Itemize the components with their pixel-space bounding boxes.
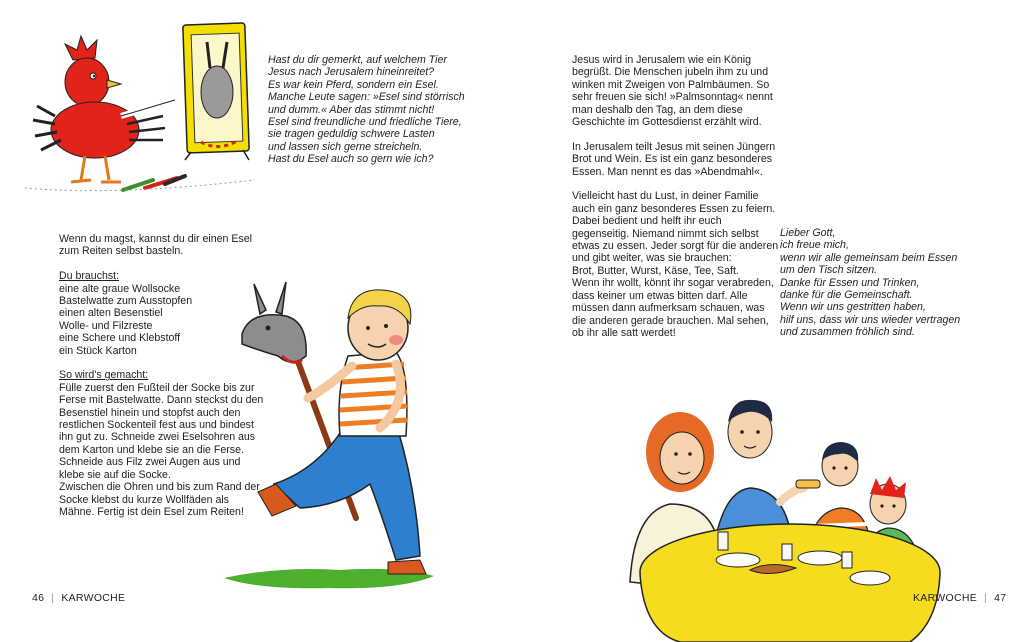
howto-heading: So wird's gemacht: bbox=[59, 369, 149, 382]
prayer-line: Wenn wir uns gestritten haben, bbox=[780, 301, 926, 314]
howto-line: Zwischen die Ohren und bis zum Rand der bbox=[59, 481, 260, 494]
material-item: eine Schere und Klebstoff bbox=[59, 332, 181, 345]
poem-line: sie tragen geduldig schwere Lasten bbox=[268, 128, 435, 141]
text-line: dass keiner um etwas bitten darf. Alle bbox=[572, 289, 748, 302]
prayer-line: hilf uns, dass wir uns wieder vertragen bbox=[780, 313, 961, 326]
text-line: Geschichte im Gottesdienst erzählt wird. bbox=[572, 116, 762, 129]
family-meal-illustration bbox=[620, 392, 950, 642]
material-item: einen alten Besenstiel bbox=[59, 307, 163, 320]
text-line: und gibt weiter, was sie brauchen: bbox=[572, 252, 732, 265]
text-line: die anderen gerade brauchen. Mal sehen, bbox=[572, 314, 769, 327]
prayer-line: und zusammen fröhlich sind. bbox=[780, 326, 915, 339]
section-title: KARWOCHE bbox=[61, 592, 126, 604]
howto-line: restlichen Sockenteil fest aus und bindest bbox=[59, 419, 254, 432]
text-line: winken mit Zweigen von Palmbäumen. So bbox=[572, 78, 770, 91]
prayer-line: um den Tisch sitzen. bbox=[780, 264, 878, 277]
howto-line: ihn gut zu. Schneide zwei Eselsohren aus bbox=[59, 431, 256, 444]
text-line: ob ihr alle satt werdet! bbox=[572, 326, 676, 339]
text-line: gegenseitig. Niemand nimmt sich selbst bbox=[572, 227, 759, 240]
left-page-footer: 46 | KARWOCHE bbox=[32, 592, 126, 604]
material-item: eine alte graue Wollsocke bbox=[59, 282, 181, 295]
poem-line: Manche Leute sagen: »Esel sind störrisch bbox=[268, 91, 465, 104]
palm-sunday-text bbox=[572, 54, 778, 339]
prayer-line: wenn wir alle gemeinsam beim Essen bbox=[780, 251, 958, 264]
text-line: müssen dann aufmerksam schauen, was bbox=[572, 302, 765, 315]
howto-line: Schneide aus Filz zwei Augen aus und bbox=[59, 456, 241, 469]
howto-line: dem Karton und klebe sie an die Ferse. bbox=[59, 443, 244, 456]
right-page-footer: KARWOCHE | 47 bbox=[913, 592, 1007, 604]
boy-hobby-donkey-illustration bbox=[220, 270, 450, 595]
text-line: Jesus wird in Jerusalem wie ein König bbox=[572, 54, 751, 66]
text-line: begrüßt. Die Menschen jubeln ihm zu und bbox=[572, 66, 769, 79]
text-line: Brot und Wein. Es ist ein ganz besonderes bbox=[572, 153, 773, 166]
text-line: Vielleicht hast du Lust, in deiner Familie bbox=[572, 190, 759, 203]
rooster-easel-illustration bbox=[25, 20, 265, 200]
howto-line: Ferse mit Bastelwatte. Dann steckst du den bbox=[59, 394, 264, 407]
text-line: In Jerusalem teilt Jesus mit seinen Jüngern bbox=[572, 140, 776, 153]
poem-line: Es war kein Pferd, sondern ein Esel. bbox=[268, 78, 439, 91]
prayer-line: Danke für Essen und Trinken, bbox=[780, 276, 920, 289]
poem-line: und lassen sich gerne streicheln. bbox=[268, 140, 423, 153]
howto-line: Socke klebst du kurze Wollfäden als bbox=[59, 493, 229, 506]
text-line: Dabei bedient und helft ihr euch bbox=[572, 215, 722, 228]
howto-line: Mähne. Fertig ist dein Esel zum Reiten! bbox=[59, 505, 244, 518]
intro-line: zum Reiten selbst basteln. bbox=[59, 245, 184, 258]
material-item: ein Stück Karton bbox=[59, 344, 137, 357]
prayer-line: danke für die Gemeinschaft. bbox=[780, 289, 913, 302]
intro-line: Wenn du magst, kannst du dir einen Esel bbox=[59, 233, 252, 245]
page-number: 46 bbox=[32, 592, 45, 604]
section-title: KARWOCHE bbox=[913, 592, 978, 604]
text-line: etwas zu essen. Jeder sorgt für die anderen bbox=[572, 240, 779, 253]
material-item: Wolle- und Filzreste bbox=[59, 319, 153, 332]
text-line: Wenn ihr wollt, könnt ihr sogar verabreden, bbox=[572, 277, 774, 290]
poem-line: Esel sind freundliche und friedliche Tiere, bbox=[268, 116, 462, 129]
poem-line: Hast du dir gemerkt, auf welchem Tier bbox=[268, 54, 447, 66]
page-number: 47 bbox=[994, 592, 1007, 604]
materials-heading: Du brauchst: bbox=[59, 270, 120, 283]
text-line: auch ein ganz besonderes Essen zu feiern. bbox=[572, 202, 776, 215]
text-line: man deshalb den Tag, an dem diese bbox=[572, 103, 743, 116]
text-line: Brot, Butter, Wurst, Käse, Tee, Saft. bbox=[572, 264, 739, 277]
prayer bbox=[780, 227, 960, 339]
poem-line: Hast du Esel auch so gern wie ich? bbox=[268, 153, 434, 166]
text-line: sehr freuen sie sich! »Palmsonntag« nennt bbox=[572, 91, 773, 104]
prayer-line: Lieber Gott, bbox=[780, 227, 836, 239]
poem-line: und dumm.« Aber das stimmt nicht! bbox=[268, 103, 435, 116]
poem-line: Jesus nach Jerusalem hineinreitet? bbox=[268, 66, 435, 79]
howto-line: klebe sie auf die Socke. bbox=[59, 468, 171, 481]
howto-line: Besenstiel hinein und stopfst auch den bbox=[59, 406, 241, 419]
prayer-line: ich freue mich, bbox=[780, 239, 849, 252]
howto-line: Fülle zuerst den Fußteil der Socke bis zur bbox=[59, 381, 255, 394]
material-item: Bastelwatte zum Ausstopfen bbox=[59, 295, 193, 308]
donkey-poem bbox=[268, 54, 465, 166]
text-line: Essen. Man nennt es das »Abendmahl«. bbox=[572, 165, 763, 178]
